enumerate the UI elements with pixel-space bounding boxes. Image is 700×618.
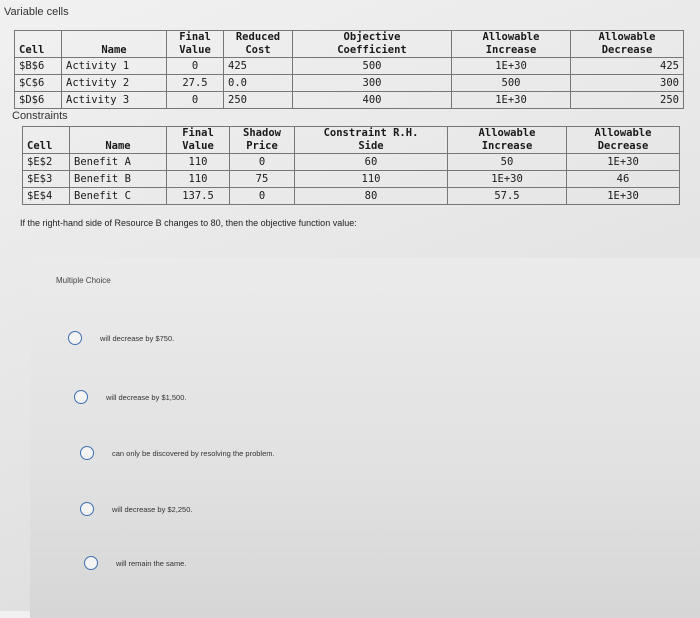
col-header-cell: Cell [23,127,70,154]
col-header-final-value: Final Value [167,31,224,58]
cell-name: Activity 1 [62,58,167,75]
col-header-cell: Cell [15,31,62,58]
cell-ref: $B$6 [15,58,62,75]
table-row [15,75,684,92]
cell-ref: $E$3 [23,171,70,188]
option-label: will remain the same. [116,558,187,568]
table-row [23,188,680,205]
cell-name: Activity 2 [62,75,167,92]
cell-ref: $C$6 [15,75,62,92]
col-header-allowable-increase: Allowable Increase [448,127,567,154]
col-header-constraint-rh-side: Constraint R.H. Side [295,127,448,154]
option-label: can only be discovered by resolving the problem. [112,448,275,458]
variable-cells-table [14,30,684,109]
cell-reduced-cost: 0.0 [224,75,293,92]
option-5[interactable] [84,556,186,570]
col-header-allowable-decrease: Allowable Decrease [567,127,680,154]
col-header-allowable-decrease: Allowable Decrease [571,31,684,58]
option-3[interactable] [80,446,275,460]
col-header-objective-coefficient: Objective Coefficient [293,31,452,58]
col-header-allowable-increase: Allowable Increase [452,31,571,58]
constraints-table [22,126,680,205]
variable-cells-header-row [15,31,684,58]
cell-final-value: 137.5 [167,188,230,205]
cell-final-value: 0 [167,58,224,75]
cell-objective-coefficient: 500 [293,58,452,75]
option-label: will decrease by $1,500. [106,392,187,402]
cell-reduced-cost: 250 [224,92,293,109]
cell-name: Benefit B [70,171,167,188]
cell-constraint-rh-side: 80 [295,188,448,205]
table-row [23,154,680,171]
cell-allowable-increase: 57.5 [448,188,567,205]
cell-allowable-increase: 500 [452,75,571,92]
cell-objective-coefficient: 300 [293,75,452,92]
col-header-final-value: Final Value [167,127,230,154]
cell-constraint-rh-side: 110 [295,171,448,188]
cell-allowable-increase: 1E+30 [452,58,571,75]
cell-final-value: 110 [167,171,230,188]
cell-constraint-rh-side: 60 [295,154,448,171]
cell-final-value: 27.5 [167,75,224,92]
cell-allowable-decrease: 250 [571,92,684,109]
cell-objective-coefficient: 400 [293,92,452,109]
cell-name: Benefit C [70,188,167,205]
radio-button-icon[interactable] [80,446,94,460]
table-row [15,58,684,75]
option-label: will decrease by $2,250. [112,504,193,514]
cell-allowable-decrease: 46 [567,171,680,188]
radio-button-icon[interactable] [74,390,88,404]
cell-allowable-decrease: 1E+30 [567,188,680,205]
col-header-shadow-price: Shadow Price [230,127,295,154]
cell-shadow-price: 0 [230,154,295,171]
table-row [15,92,684,109]
option-2[interactable] [74,390,186,404]
cell-allowable-increase: 50 [448,154,567,171]
cell-reduced-cost: 425 [224,58,293,75]
cell-name: Benefit A [70,154,167,171]
cell-allowable-decrease: 425 [571,58,684,75]
multiple-choice-label: Multiple Choice [56,276,111,285]
constraints-title: Constraints [12,110,68,122]
col-header-name: Name [62,31,167,58]
cell-ref: $E$4 [23,188,70,205]
question-text: If the right-hand side of Resource B changes to 80, then the objective function value: [20,218,357,228]
option-4[interactable] [80,502,192,516]
cell-shadow-price: 0 [230,188,295,205]
radio-button-icon[interactable] [80,502,94,516]
cell-shadow-price: 75 [230,171,295,188]
option-label: will decrease by $750. [100,333,175,343]
radio-button-icon[interactable] [84,556,98,570]
option-1[interactable] [68,331,174,345]
cell-allowable-decrease: 1E+30 [567,154,680,171]
cell-allowable-increase: 1E+30 [448,171,567,188]
constraints-header-row [23,127,680,154]
col-header-reduced-cost: Reduced Cost [224,31,293,58]
table-row [23,171,680,188]
cell-final-value: 0 [167,92,224,109]
col-header-name: Name [70,127,167,154]
cell-final-value: 110 [167,154,230,171]
cell-name: Activity 3 [62,92,167,109]
cell-ref: $D$6 [15,92,62,109]
cell-ref: $E$2 [23,154,70,171]
cell-allowable-increase: 1E+30 [452,92,571,109]
variable-cells-title: Variable cells [4,6,69,18]
radio-button-icon[interactable] [68,331,82,345]
cell-allowable-decrease: 300 [571,75,684,92]
